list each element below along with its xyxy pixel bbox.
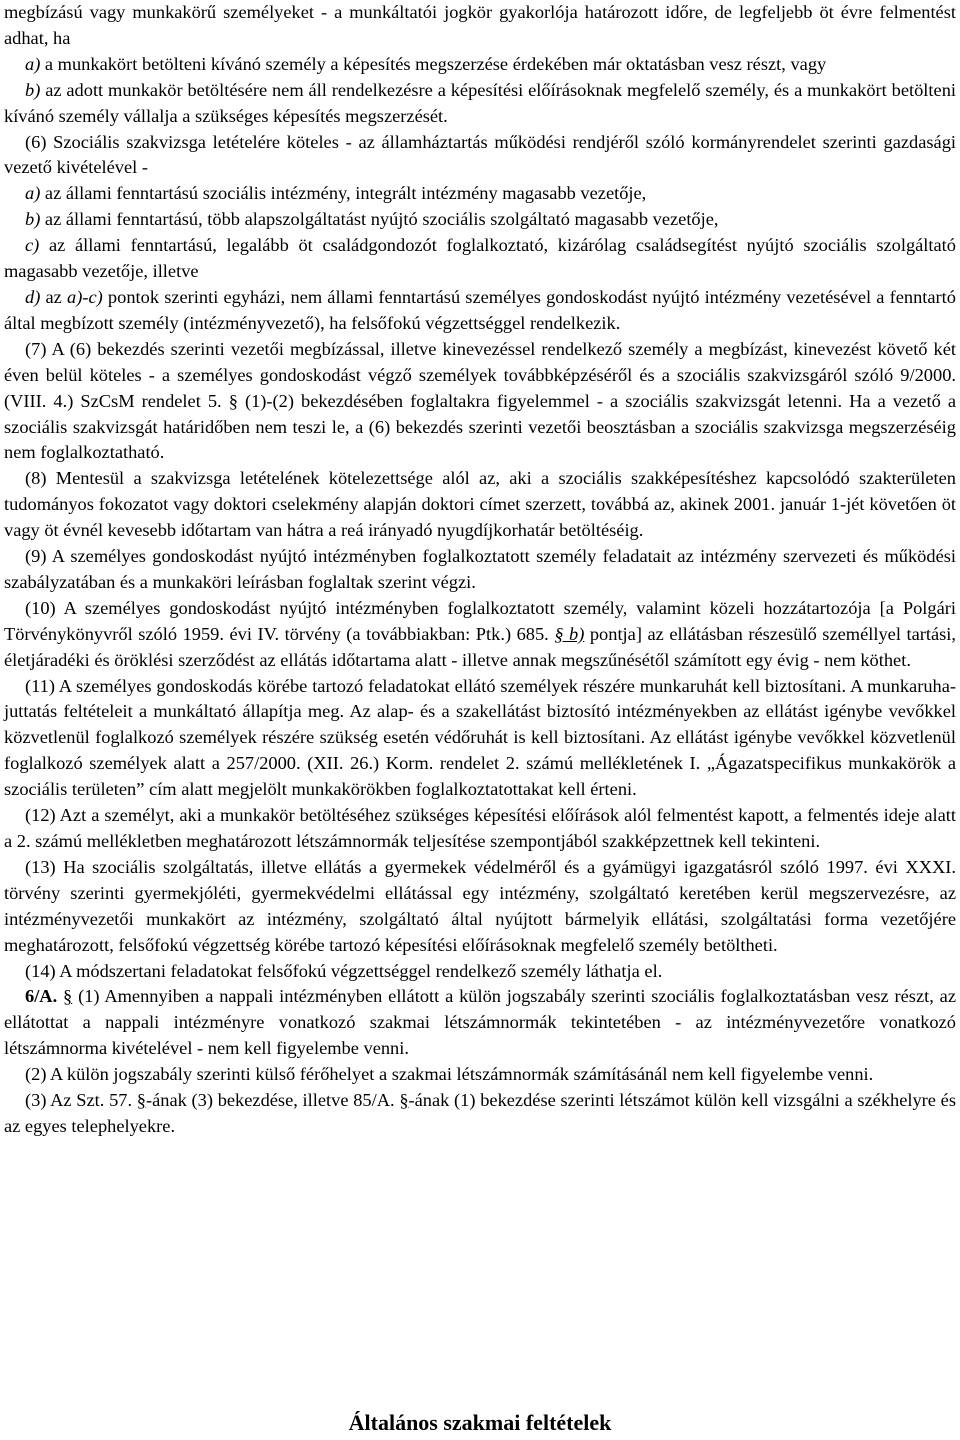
section-6a-paragraph-3 bbox=[4, 1088, 956, 1140]
paragraph-10-text-start: (10) A személyes gondoskodást nyújtó intézményben foglalkoztatott személy, valamint közeli hozzátartozója [a Polgári Törvénykönyvről szóló 1959. évi IV. törvény (a továbbiakban: Ptk.) 685. bbox=[4, 597, 956, 644]
point-b-text: az állami fenntartású, több alapszolgáltatást nyújtó szociális szolgáltató magasabb vezetője, bbox=[40, 209, 719, 230]
paragraph-6-point-d bbox=[4, 285, 956, 337]
paragraph-6-point-a bbox=[4, 181, 956, 207]
section-6a-paragraph-3-text-end: -ának (1) bekezdése szerinti létszámot külön kell vizsgálni a székhelyre és az egyes telephelyekre. bbox=[4, 1090, 956, 1136]
point-c-text: az állami fenntartású, legalább öt családgondozót foglalkoztató, kizárólag családsegítést nyújtó szociális szolgáltató magasabb vezetője, illetve bbox=[4, 235, 956, 282]
section-6a-paragraph-1 bbox=[4, 984, 956, 1062]
section-6a-paragraph-2-text: (2) A külön jogszabály szerinti külső férőhelyet a szakmai létszámnormák számításánál nem kell figyelembe venni. bbox=[25, 1064, 874, 1085]
point-a-label: a) bbox=[25, 53, 41, 74]
point-b-text: az adott munkakör betöltésére nem áll rendelkezésre a képesítési előírásoknak megfelelő személy, és a munkakört betölteni kívánó személy vállalja a szükséges képesítés megszerzését. bbox=[4, 79, 956, 126]
point-d-text: pontok szerinti egyházi, nem állami fenntartású személyes gondoskodást nyújtó intézmény vezetésével a fenntartó által megbízott személy (intézményvezető), ha felsőfokú végzettséggel rendelkezik. bbox=[4, 286, 956, 333]
paragraph-5-point-b bbox=[4, 78, 956, 130]
document-body bbox=[4, 0, 956, 1140]
section-6a-sign-link[interactable]: § bbox=[63, 986, 73, 1007]
paragraph-12-text: (12) Azt a személyt, aki a munkakör betöltéséhez szükséges képesítési előírások alól felmentést kapott, a felmentés ideje alatt a 2. számú mellékletben meghatározott létszámnormák teljesítése szempontjából szakképzettnek kell tekinteni. bbox=[4, 805, 956, 851]
paragraph-6-point-b bbox=[4, 207, 956, 233]
paragraph-7 bbox=[4, 337, 956, 467]
point-a-text: a munkakört betölteni kívánó személy a képesítés megszerzése érdekében már oktatásban vesz részt, vagy bbox=[40, 53, 827, 74]
section-6a-paragraph-1-text: (1) Amennyiben a nappali intézményben ellátott a külön jogszabály szerinti szociális foglalkoztatásban vesz részt, az ellátottat a nappali intézményre vonatkozó szakmai létszámnormák tekintetében - az intézményvezetőre vonatkozó létszámnorma kivételével - nem kell figyelembe venni. bbox=[4, 986, 956, 1059]
section-6a-paragraph-2 bbox=[4, 1062, 956, 1088]
paragraph-5-intro: megbízású vagy munkakörű személyeket - a munkáltatói jogkör gyakorlója határozott időre, de legfeljebb öt évre felmentést adhat, ha bbox=[4, 2, 956, 48]
paragraph-8-text: (8) Mentesül a szakvizsga letételének kötelezettsége alól az, aki a szociális szakképesítéshez kapcsolódó szakterületen tudományos fokozatot vagy doktori cselekmény alapján doktori címet szerzett, továbbá az, akinek 2001. január 1-jét követően öt vagy öt évnél kevesebb időtartam van hátra a reá irányadó nyugdíjkorhatár betöltéséig. bbox=[4, 468, 956, 541]
paragraph-5-continuation bbox=[4, 0, 956, 52]
paragraph-8 bbox=[4, 466, 956, 544]
ptk-section-link[interactable]: § b) bbox=[554, 623, 585, 644]
paragraph-5-point-a bbox=[4, 52, 956, 78]
paragraph-9 bbox=[4, 544, 956, 596]
point-c-label: c) bbox=[25, 235, 40, 256]
paragraph-6-point-c bbox=[4, 233, 956, 285]
szt-85a-section-link[interactable]: § bbox=[399, 1090, 409, 1111]
paragraph-11 bbox=[4, 674, 956, 804]
point-d-reference: a)-c) bbox=[67, 286, 103, 307]
point-a-text: az állami fenntartású szociális intézmény, integrált intézmény magasabb vezetője, bbox=[40, 183, 647, 204]
paragraph-6-text: (6) Szociális szakvizsga letételére köteles - az államháztartás működési rendjéről szóló kormányrendelet szerinti gazdasági vezető kivételével - bbox=[4, 131, 956, 178]
point-d-label: d) bbox=[25, 286, 41, 307]
paragraph-7-text-start: (7) A (6) bekezdés szerinti vezetői megbízással, illetve kinevezéssel rendelkező személy a megbízást, kinevezést követő két éven belül köteles - a személyes gondoskodást végző személyek továbbképzéséről és a szociális szakvizsgáról szóló 9/2000. (VIII. 4.) SzCsM rendelet 5. bbox=[4, 338, 956, 411]
section-6a-paragraph-3-text-start: (3) Az Szt. 57. bbox=[25, 1090, 137, 1111]
paragraph-14 bbox=[4, 959, 956, 985]
section-6a-paragraph-3-text-mid: -ának (3) bekezdése, illetve 85/A. bbox=[146, 1090, 400, 1111]
paragraph-10 bbox=[4, 596, 956, 674]
point-b-label: b) bbox=[25, 79, 41, 100]
point-a-label: a) bbox=[25, 183, 41, 204]
paragraph-13 bbox=[4, 855, 956, 959]
section-reference-link[interactable]: § bbox=[228, 390, 238, 411]
section-6a-label: 6/A. bbox=[25, 986, 58, 1007]
paragraph-9-text: (9) A személyes gondoskodást nyújtó intézményben foglalkoztatott személy feladatait az intézmény szervezeti és működési szabályzatában és a munkaköri leírásban foglaltak szerint végzi. bbox=[4, 546, 956, 592]
paragraph-11-text: (11) A személyes gondoskodás körébe tartozó feladatokat ellátó személyek részére munkaruhát kell biztosítani. A munkaruha-juttatás feltételeit a munkáltató állapítja meg. Az alap- és a szakellátást biztosító intézményekben az ellátást igénybe vevőkkel közvetlenül foglalkozó személyek részére szükség esetén védőruhát is kell biztosítani. Az ellátást igénybe vevőkkel közvetlenül foglalkozó személyek alatt a 257/2000. (XII. 26.) Korm. rendelet 2. számú mellékletének I. „Ágazatspecifikus munkakörök a szociális területen” cím alatt megjelölt munkakörökben foglalkoztatottakat kell érteni. bbox=[4, 675, 956, 800]
szt-57-section-link[interactable]: § bbox=[136, 1090, 146, 1111]
paragraph-6 bbox=[4, 130, 956, 182]
paragraph-7-text-end: (1)-(2) bekezdésében foglaltakra figyelemmel - a szociális szakvizsgát letenni. Ha a vezető a szociális szakvizsgát határidőben nem teszi le, a (6) bekezdés szerinti vezetői beosztásban a szociális szakvizsga megszerzéséig nem foglalkoztatható. bbox=[4, 390, 956, 463]
section-heading: Általános szakmai feltételek bbox=[348, 1410, 612, 1435]
point-d-mid: az bbox=[40, 286, 68, 307]
paragraph-12 bbox=[4, 803, 956, 855]
paragraph-10-text-end: pontja] az ellátásban részesülő személlyel tartási, életjáradéki és öröklési szerződést az ellátás időtartama alatt - illetve annak megszűnésétől számított egy évig - nem köthet. bbox=[4, 623, 956, 670]
paragraph-13-text: (13) Ha szociális szolgáltatás, illetve ellátás a gyermekek védelméről és a gyámügyi igazgatásról szóló 1997. évi XXXI. törvény szerinti gyermekjóléti, gyermekvédelmi ellátással egy intézmény, szolgáltató keretében kerül megszervezésre, az intézményvezetői munkakört az intézmény, szolgáltató által nyújtott bármelyik ellátási, szolgáltatási forma vezetőjére meghatározott, felsőfokú végzettség körébe tartozó képesítési előírásoknak megfelelő személy betöltheti. bbox=[4, 856, 956, 955]
paragraph-14-text: (14) A módszertani feladatokat felsőfokú végzettséggel rendelkező személy láthatja el. bbox=[25, 960, 663, 981]
point-b-label: b) bbox=[25, 209, 41, 230]
